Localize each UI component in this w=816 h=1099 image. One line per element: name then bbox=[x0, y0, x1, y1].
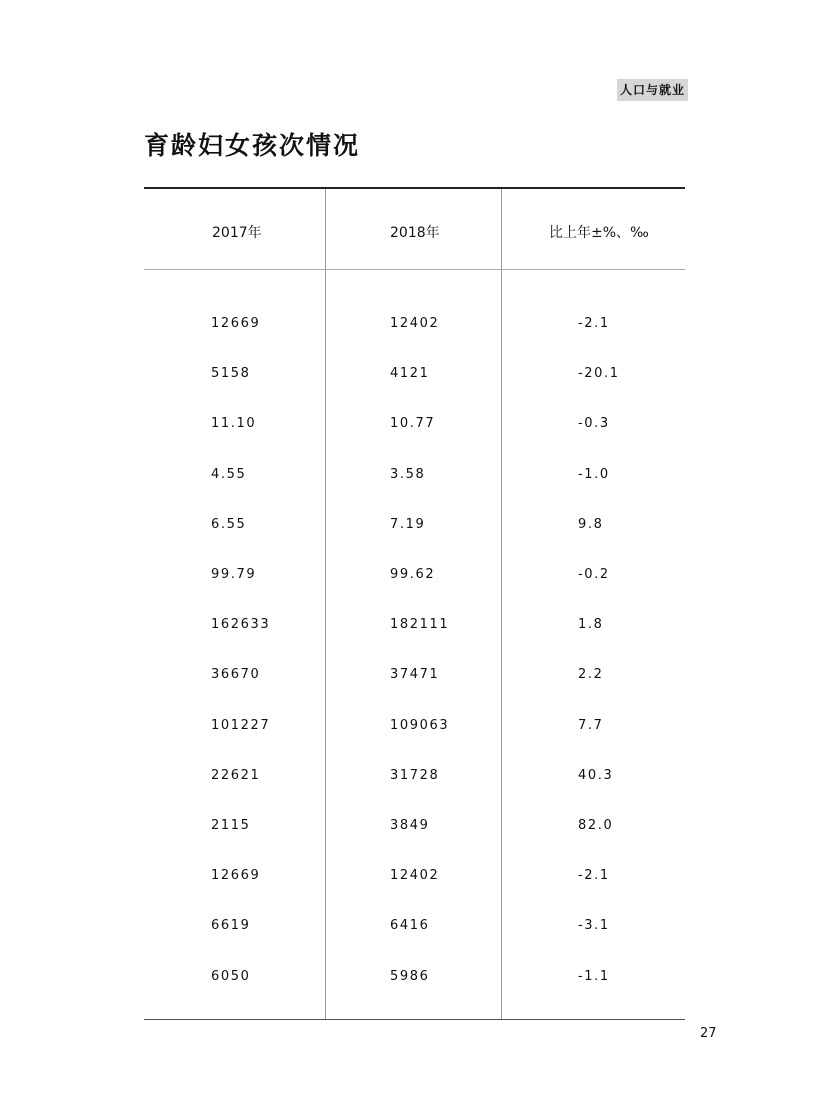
table-cell: 162633 bbox=[211, 617, 271, 633]
table-cell: 2115 bbox=[211, 818, 251, 833]
header-2017: 2017年 bbox=[212, 225, 262, 241]
table-row bbox=[144, 316, 685, 336]
table-row bbox=[144, 969, 685, 989]
table-cell: 12402 bbox=[390, 316, 440, 331]
table-cell: 6619 bbox=[211, 918, 251, 934]
header-change: 比上年±%、‰ bbox=[549, 225, 649, 241]
page-number: 27 bbox=[700, 1026, 717, 1041]
table-cell: 3.58 bbox=[390, 466, 426, 482]
table-cell: 99.62 bbox=[390, 567, 436, 582]
table-cell: 10.77 bbox=[390, 416, 436, 432]
table-row bbox=[144, 918, 685, 938]
table-cell: -0.2 bbox=[578, 567, 610, 582]
table-cell: 6416 bbox=[390, 918, 430, 934]
table-cell: -3.1 bbox=[578, 918, 610, 934]
table-row bbox=[144, 617, 685, 637]
table-cell: 7.19 bbox=[390, 516, 426, 532]
table-cell: 82.0 bbox=[578, 818, 614, 833]
header-divider bbox=[144, 269, 685, 270]
table-cell: 4121 bbox=[390, 366, 430, 382]
table-cell: 101227 bbox=[211, 717, 271, 733]
table-cell: 31728 bbox=[390, 767, 440, 783]
table-row bbox=[144, 416, 685, 436]
table-cell: 109063 bbox=[390, 717, 450, 733]
table-cell: -1.1 bbox=[578, 968, 610, 984]
table-cell: -1.0 bbox=[578, 466, 610, 482]
table-cell: 22621 bbox=[211, 767, 261, 783]
table-cell: -0.3 bbox=[578, 416, 610, 432]
column-divider bbox=[501, 189, 502, 1019]
table-cell: -20.1 bbox=[578, 366, 620, 382]
table-cell: 5158 bbox=[211, 366, 251, 382]
page-title: 育龄妇女孩次情况 bbox=[144, 131, 361, 160]
table-cell: 7.7 bbox=[578, 717, 604, 733]
table-cell: 6050 bbox=[211, 968, 251, 984]
table-row bbox=[144, 818, 685, 838]
table-cell: 6.55 bbox=[211, 516, 247, 532]
table-cell: 37471 bbox=[390, 667, 440, 683]
table-row bbox=[144, 366, 685, 386]
table-cell: 2.2 bbox=[578, 667, 604, 683]
table-cell: 182111 bbox=[390, 617, 450, 633]
table-cell: 9.8 bbox=[578, 516, 604, 532]
table-row bbox=[144, 667, 685, 687]
table-cell: 11.10 bbox=[211, 416, 257, 432]
table-row bbox=[144, 517, 685, 537]
table-row bbox=[144, 768, 685, 788]
column-divider bbox=[325, 189, 326, 1019]
table-cell: 1.8 bbox=[578, 617, 604, 633]
header-2018: 2018年 bbox=[390, 225, 440, 241]
table-row bbox=[144, 868, 685, 888]
data-table bbox=[144, 187, 685, 1020]
table-cell: 40.3 bbox=[578, 767, 614, 783]
table-cell: -2.1 bbox=[578, 316, 610, 331]
table-cell: 12669 bbox=[211, 868, 261, 884]
table-cell: 99.79 bbox=[211, 567, 257, 582]
table-cell: -2.1 bbox=[578, 868, 610, 884]
table-cell: 4.55 bbox=[211, 466, 247, 482]
table-row bbox=[144, 718, 685, 738]
table-cell: 12402 bbox=[390, 868, 440, 884]
table-cell: 3849 bbox=[390, 818, 430, 833]
table-row bbox=[144, 467, 685, 487]
table-cell: 12669 bbox=[211, 316, 261, 331]
table-row bbox=[144, 567, 685, 587]
table-cell: 5986 bbox=[390, 968, 430, 984]
table-cell: 36670 bbox=[211, 667, 261, 683]
section-tag: 人口与就业 bbox=[617, 79, 688, 101]
